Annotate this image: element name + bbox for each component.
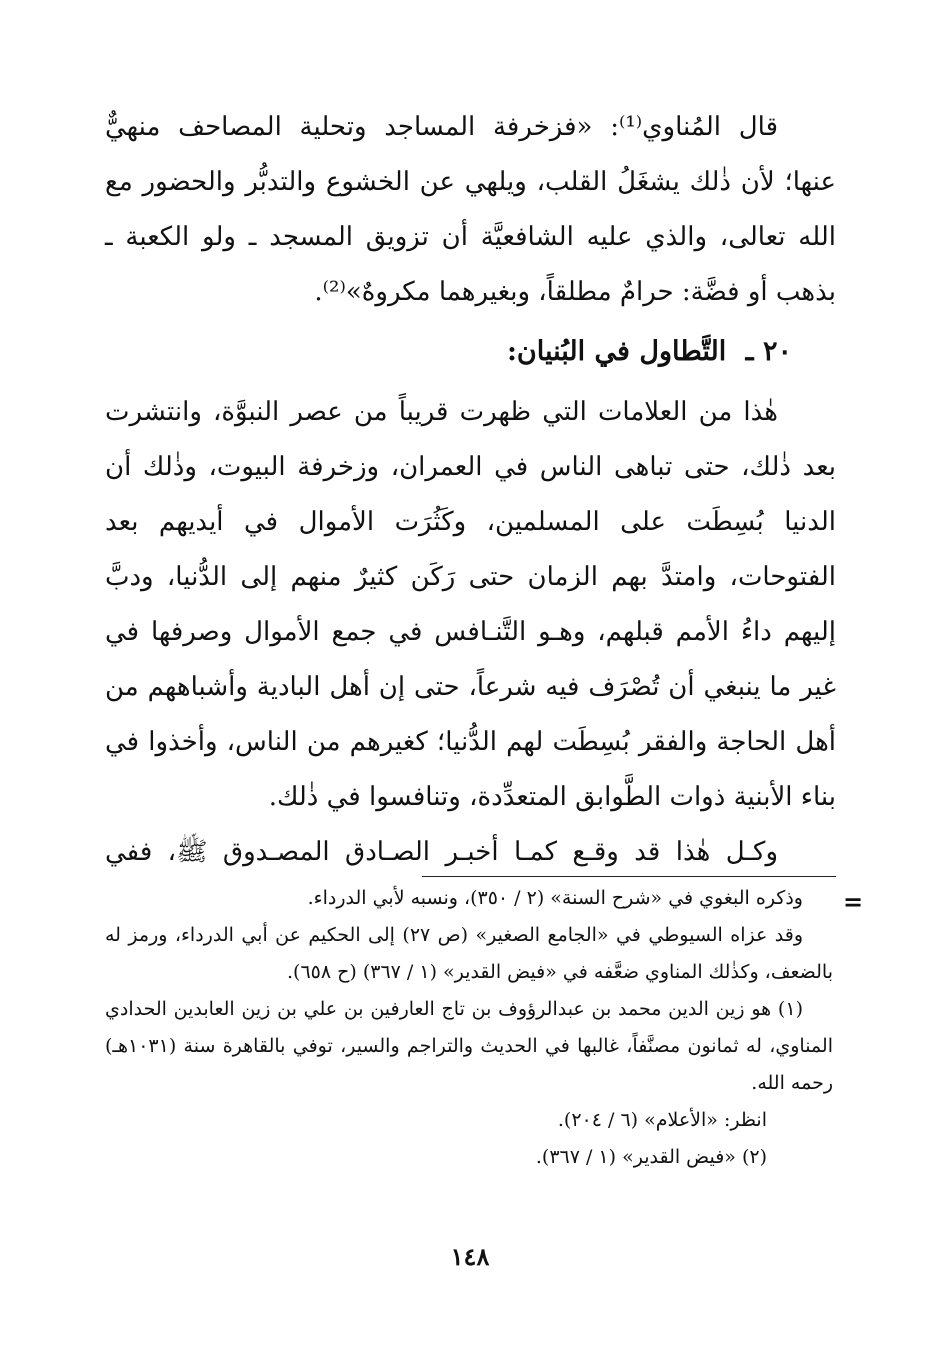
paragraph-continuation: وكـل هٰذا قد وقـع كمـا أخبـر الصـادق المصـدوق ﷺ، ففي: [105, 837, 778, 867]
footnote-carryover-1: وذكره البغوي في «شرح السنة» (٢ / ٣٥٠)، ونسبه لأبي الدرداء.: [307, 887, 803, 909]
page-number: ١٤٨: [450, 1242, 490, 1271]
footnote-1: (١) هو زين الدين محمد بن عبدالرؤوف بن تاج العارفين بن علي بن زين العابدين الحدادي المناوي، له ثمانون مصنَّفاً، غالبها في الحديث والتراجم والسير، توفي بالقاهرة سنة (١٠٣١هـ) رحمه الله.: [105, 998, 833, 1094]
paragraph-munawi-quote: قال المُناوي⁽¹⁾: «فزخرفة المساجد وتحلية المصاحف منهيٌّ عنها؛ لأن ذٰلك يشغَلُ القلب، ويلهي عن الخشوع والتدبُّر والحضور مع الله تعالى، والذي عليه الشافعيَّة أن تزويق المسجد ـ ولو الكعبة ـ بذهب أو فضَّة: حرامٌ مطلقاً، وبغيرهما مكروهٌ»⁽²⁾.: [105, 112, 836, 307]
section-title: التَّطاول في البُنيان:: [506, 336, 727, 367]
footnote-continuation-mark: =: [843, 888, 864, 916]
footnote-1-reference: انظر: «الأعلام» (٦ / ٢٠٤).: [557, 1109, 767, 1131]
footnote-2: (٢) «فيض القدير» (١ / ٣٦٧).: [535, 1146, 767, 1168]
section-number: ٢٠ ـ: [745, 336, 792, 367]
footnotes: [105, 880, 833, 1176]
main-text: [105, 100, 836, 880]
footnote-carryover-2: وقد عزاه السيوطي في «الجامع الصغير» (ص ٢٧) إلى الحكيم عن أبي الدرداء، ورمز له بالضعف، وكذٰلك المناوي ضعَّفه في «فيض القدير» (١ / ٣٦٧) (ح ٦٥٨).: [105, 924, 833, 983]
paragraph-building-competition: هٰذا من العلامات التي ظهرت قريباً من عصر النبوَّة، وانتشرت بعد ذٰلك، حتى تباهى الناس في العمران، وزخرفة البيوت، وذٰلك أن الدنيا بُسِطَت على المسلمين، وكَثُرَت الأموال في أيديهم بعد الفتوحات، وامتدَّ بهم الزمان حتى رَكَن كثيرٌ منهم إلى الدُّنيا، ودبَّ إليهم داءُ الأمم قبلهم، وهـو التَّنـافس في جمع الأموال وصرفها في غير ما ينبغي أن تُصْرَف فيه شرعاً، حتى إن أهل البادية وأشباههم من أهل الحاجة والفقر بُسِطَت لهم الدُّنيا؛ كغيرهم من الناس، وأخذوا في بناء الأبنية ذوات الطَّوابق المتعدِّدة، وتنافسوا في ذٰلك.: [105, 397, 836, 812]
footnote-separator: [422, 876, 836, 877]
section-heading: [105, 324, 836, 379]
